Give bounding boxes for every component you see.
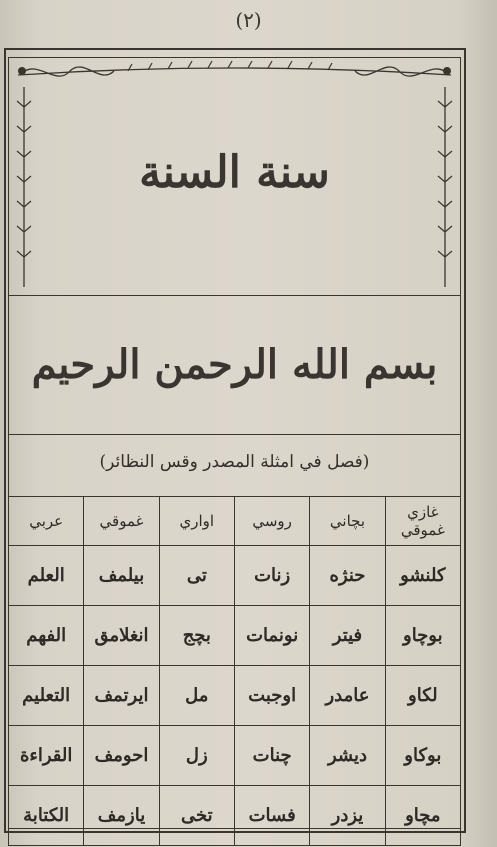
column-header: غازي غموقي bbox=[385, 497, 460, 546]
column-header: بچاني bbox=[310, 497, 385, 546]
column-header: روسي bbox=[234, 497, 309, 546]
table-cell: احومف bbox=[84, 726, 159, 786]
table-row bbox=[9, 666, 461, 726]
table-cell: بوكاو bbox=[385, 726, 460, 786]
table-cell: عامدر bbox=[310, 666, 385, 726]
column-header: عربي bbox=[9, 497, 84, 546]
page-number: (٢) bbox=[235, 8, 262, 32]
table-cell: نونمات bbox=[234, 606, 309, 666]
table-cell: ديشر bbox=[310, 726, 385, 786]
table-cell: الكتابة bbox=[9, 786, 84, 846]
basmala: بسم الله الرحمن الرحيم bbox=[31, 341, 438, 388]
table-cell: حنژه bbox=[310, 546, 385, 606]
table-cell: فيتر bbox=[310, 606, 385, 666]
table-cell: يزدر bbox=[310, 786, 385, 846]
column-header: غموقي bbox=[84, 497, 159, 546]
table-cell: ايرتمف bbox=[84, 666, 159, 726]
table-row bbox=[9, 546, 461, 606]
table-cell: فسات bbox=[234, 786, 309, 846]
table-cell: كلنشو bbox=[385, 546, 460, 606]
table-row bbox=[9, 726, 461, 786]
table-cell: الفهم bbox=[9, 606, 84, 666]
table-cell: زل bbox=[159, 726, 234, 786]
table-cell: بچج bbox=[159, 606, 234, 666]
table-cell: تى bbox=[159, 546, 234, 606]
table-cell: بوچاو bbox=[385, 606, 460, 666]
table-cell: زنات bbox=[234, 546, 309, 606]
table-row bbox=[9, 606, 461, 666]
table-cell: يازمف bbox=[84, 786, 159, 846]
title-section bbox=[8, 57, 461, 295]
table-cell: العلم bbox=[9, 546, 84, 606]
table-cell: تخى bbox=[159, 786, 234, 846]
section-heading: (فصل في امثلة المصدر وقس النظائر) bbox=[99, 452, 370, 472]
table-cell: لكاو bbox=[385, 666, 460, 726]
table-cell: القراءة bbox=[9, 726, 84, 786]
table-cell: مل bbox=[159, 666, 234, 726]
table-cell: التعليم bbox=[9, 666, 84, 726]
table-cell: انغلامق bbox=[84, 606, 159, 666]
table-cell: اوجبت bbox=[234, 666, 309, 726]
table-cell: مچاو bbox=[385, 786, 460, 846]
section-divider bbox=[8, 295, 461, 296]
section-divider bbox=[8, 434, 461, 435]
table-header-row bbox=[9, 497, 461, 546]
table-row bbox=[9, 786, 461, 846]
table-cell: چنات bbox=[234, 726, 309, 786]
column-header: اواري bbox=[159, 497, 234, 546]
vocabulary-table bbox=[8, 496, 461, 846]
table-cell: بيلمف bbox=[84, 546, 159, 606]
book-title: سنة السنة bbox=[139, 147, 330, 198]
